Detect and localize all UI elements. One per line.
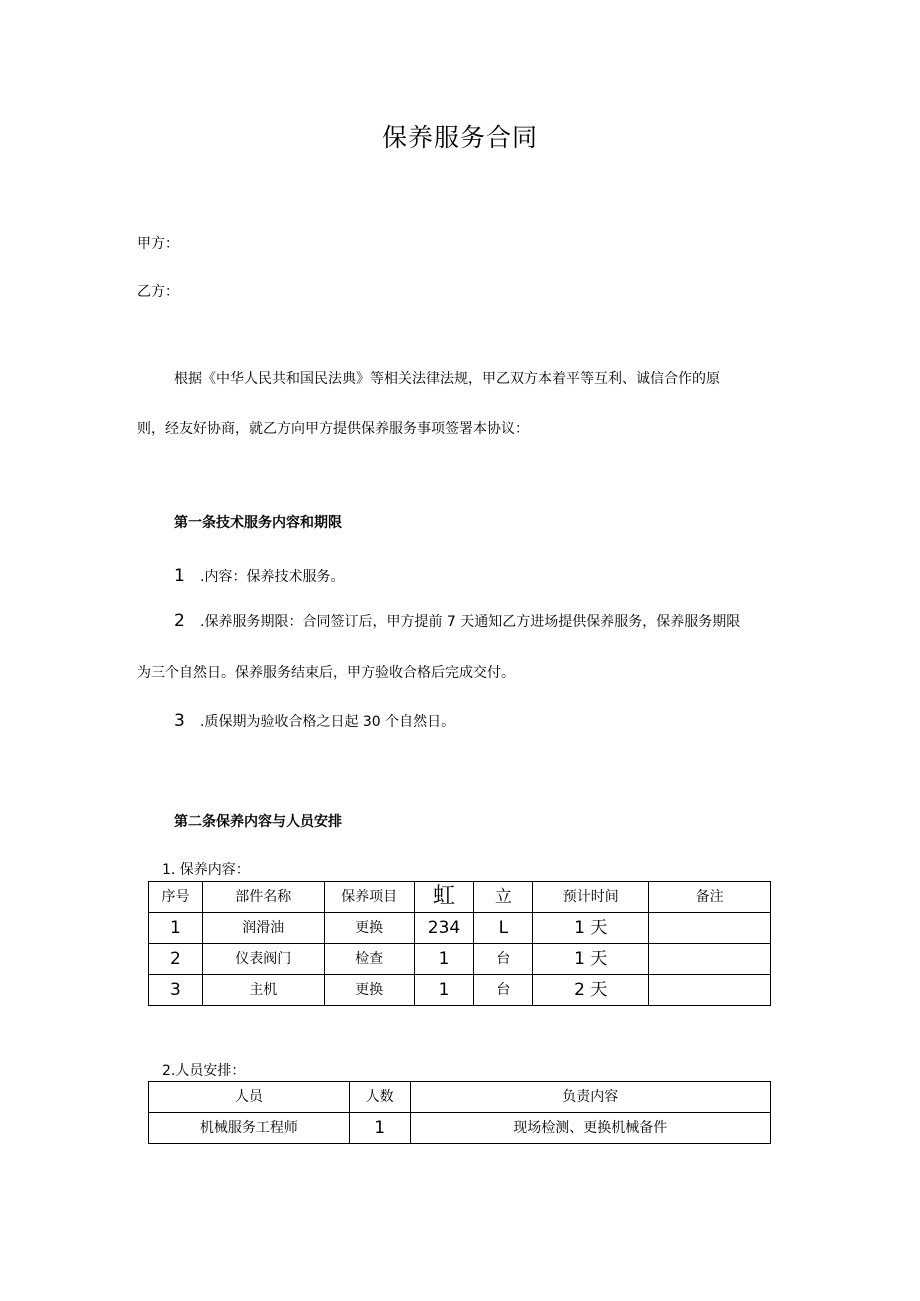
table-cell: 1 bbox=[149, 913, 203, 944]
table-cell: 更换 bbox=[324, 975, 414, 1006]
table-cell: 3 bbox=[149, 975, 203, 1006]
table-cell: 台 bbox=[474, 944, 533, 975]
table-cell bbox=[649, 975, 771, 1006]
header-cell: 立 bbox=[474, 882, 533, 913]
table-cell bbox=[649, 944, 771, 975]
table-cell bbox=[649, 913, 771, 944]
header-cell: 保养项目 bbox=[324, 882, 414, 913]
article-1-item-2 bbox=[174, 611, 740, 631]
table-cell: 234 bbox=[414, 913, 474, 944]
intro-line-1: 根据《中华人民共和国民法典》等相关法律法规，甲乙双方本着平等互利、诚信合作的原 bbox=[174, 371, 720, 387]
table-row bbox=[149, 913, 771, 944]
table-row bbox=[149, 975, 771, 1006]
table-row bbox=[149, 1113, 771, 1144]
document-title: 保养服务合同 bbox=[381, 123, 538, 152]
article-1-item-2-continued: 为三个自然日。保养服务结束后，甲方验收合格后完成交付。 bbox=[137, 665, 515, 681]
article-1-item-1 bbox=[174, 566, 344, 586]
table-cell: 2 天 bbox=[533, 975, 649, 1006]
header-cell: 人数 bbox=[349, 1082, 410, 1113]
table-cell: 1 天 bbox=[533, 944, 649, 975]
table-cell: 检查 bbox=[324, 944, 414, 975]
table-cell: 现场检测、更换机械备件 bbox=[410, 1113, 770, 1144]
table-cell: L bbox=[474, 913, 533, 944]
item-number: 1 bbox=[174, 566, 185, 586]
table-cell: 1 bbox=[414, 975, 474, 1006]
table-cell: 台 bbox=[474, 975, 533, 1006]
item-text: .质保期为验收合格之日起 30 个自然日。 bbox=[200, 714, 456, 730]
table-cell: 机械服务工程师 bbox=[149, 1113, 350, 1144]
article-1-item-3 bbox=[174, 711, 455, 731]
party-b-label: 乙方： bbox=[137, 284, 179, 300]
table-header-row bbox=[149, 882, 771, 913]
party-a-label: 甲方： bbox=[137, 236, 179, 252]
header-cell: 预计时间 bbox=[533, 882, 649, 913]
staffing-label: 2.人员安排： bbox=[162, 1063, 246, 1079]
table-cell: 更换 bbox=[324, 913, 414, 944]
header-cell: 备注 bbox=[649, 882, 771, 913]
table-row bbox=[149, 944, 771, 975]
maintenance-content-label: 1. 保养内容： bbox=[162, 862, 250, 878]
item-text: .内容：保养技术服务。 bbox=[200, 569, 345, 585]
item-text: .保养服务期限：合同签订后，甲方提前 7 天通知乙方进场提供保养服务，保养服务期限 bbox=[200, 614, 741, 630]
item-number: 3 bbox=[174, 711, 185, 731]
header-cell: 负责内容 bbox=[410, 1082, 770, 1113]
table-cell: 润滑油 bbox=[202, 913, 324, 944]
table-cell: 1 天 bbox=[533, 913, 649, 944]
header-cell: 序号 bbox=[149, 882, 203, 913]
header-cell: 部件名称 bbox=[202, 882, 324, 913]
header-cell: 人员 bbox=[149, 1082, 350, 1113]
staffing-table bbox=[148, 1081, 771, 1144]
table-cell: 仪表阀门 bbox=[202, 944, 324, 975]
item-number: 2 bbox=[174, 611, 185, 631]
maintenance-table bbox=[148, 881, 771, 1006]
table-cell: 1 bbox=[349, 1113, 410, 1144]
header-cell: 虹 bbox=[414, 882, 474, 913]
table-cell: 2 bbox=[149, 944, 203, 975]
intro-line-2: 则，经友好协商，就乙方向甲方提供保养服务事项签署本协议： bbox=[137, 421, 529, 437]
article-2-heading: 第二条保养内容与人员安排 bbox=[174, 814, 342, 830]
table-header-row bbox=[149, 1082, 771, 1113]
table-cell: 1 bbox=[414, 944, 474, 975]
table-cell: 主机 bbox=[202, 975, 324, 1006]
article-1-heading: 第一条技术服务内容和期限 bbox=[174, 515, 342, 531]
